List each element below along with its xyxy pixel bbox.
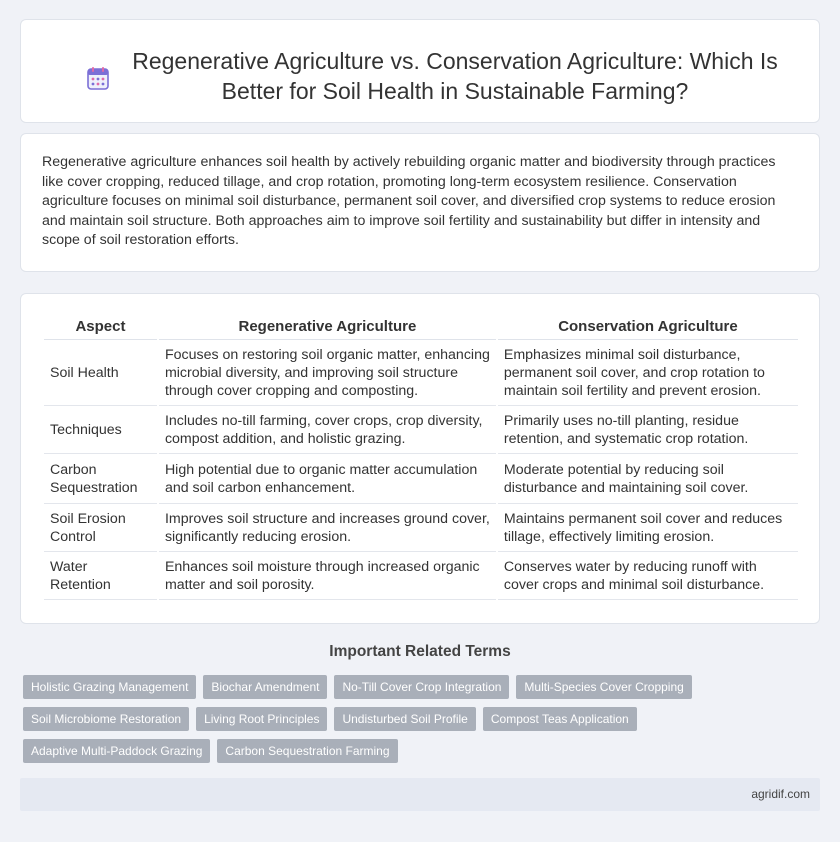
tag-undisturbed-soil-profile[interactable]: Undisturbed Soil Profile <box>334 707 475 731</box>
cell-conservation: Maintains permanent soil cover and reduces tillage, effectively limiting erosion. <box>498 504 798 552</box>
header-regenerative: Regenerative Agriculture <box>159 314 496 340</box>
tag-adaptive-multi-paddock-grazing[interactable]: Adaptive Multi-Paddock Grazing <box>23 739 210 763</box>
header-aspect: Aspect <box>44 314 157 340</box>
tag-soil-microbiome-restoration[interactable]: Soil Microbiome Restoration <box>23 707 189 731</box>
related-terms-list <box>23 675 813 771</box>
table-row <box>44 454 798 504</box>
cell-conservation: Moderate potential by reducing soil disturbance and maintaining soil cover. <box>498 454 798 504</box>
tag-biochar-amendment[interactable]: Biochar Amendment <box>203 675 327 699</box>
comparison-card <box>20 293 820 624</box>
comparison-table <box>42 314 800 600</box>
table-header-row <box>44 314 798 340</box>
title-card <box>20 19 820 123</box>
table-row <box>44 340 798 406</box>
cell-aspect: Carbon Sequestration <box>44 454 157 504</box>
cell-regenerative: High potential due to organic matter accumulation and soil carbon enhancement. <box>159 454 496 504</box>
footer <box>20 778 820 811</box>
intro-paragraph: Regenerative agriculture enhances soil health by actively rebuilding organic matter and biodiversity through practices like cover cropping, reduced tillage, and crop rotation, promoting long-term ecosystem resilience. Conservation agriculture focuses on minimal soil disturbance, permanent soil cover, and diversified crop systems to reduce erosion and maintain soil structure. Both approaches aim to improve soil fertility and sustainability but differ in intensity and scope of soil restoration efforts. <box>42 154 776 249</box>
tag-row <box>23 707 813 731</box>
table-row <box>44 406 798 454</box>
header-conservation: Conservation Agriculture <box>498 314 798 340</box>
cell-aspect: Soil Health <box>44 340 157 406</box>
tag-row <box>23 675 813 699</box>
tag-multi-species-cover-cropping[interactable]: Multi-Species Cover Cropping <box>516 675 691 699</box>
tag-holistic-grazing-management[interactable]: Holistic Grazing Management <box>23 675 196 699</box>
tag-row <box>23 739 813 763</box>
cell-regenerative: Enhances soil moisture through increased organic matter and soil porosity. <box>159 552 496 600</box>
cell-aspect: Techniques <box>44 406 157 454</box>
table-row <box>44 504 798 552</box>
cell-regenerative: Improves soil structure and increases ground cover, significantly reducing erosion. <box>159 504 496 552</box>
table-row <box>44 552 798 600</box>
tag-compost-teas-application[interactable]: Compost Teas Application <box>483 707 637 731</box>
intro-card <box>20 133 820 272</box>
tag-no-till-cover-crop-integration[interactable]: No-Till Cover Crop Integration <box>334 675 509 699</box>
tag-living-root-principles[interactable]: Living Root Principles <box>196 707 327 731</box>
cell-conservation: Emphasizes minimal soil disturbance, permanent soil cover, and crop rotation to maintain soil fertility and prevent erosion. <box>498 340 798 406</box>
related-terms-heading: Important Related Terms <box>329 643 511 660</box>
cell-aspect: Water Retention <box>44 552 157 600</box>
tag-carbon-sequestration-farming[interactable]: Carbon Sequestration Farming <box>217 739 397 763</box>
cell-aspect: Soil Erosion Control <box>44 504 157 552</box>
cell-conservation: Primarily uses no-till planting, residue retention, and systematic crop rotation. <box>498 406 798 454</box>
footer-site-link[interactable]: agridif.com <box>751 787 810 801</box>
cell-conservation: Conserves water by reducing runoff with cover crops and minimal soil disturbance. <box>498 552 798 600</box>
page-title: Regenerative Agriculture vs. Conservation Agriculture: Which Is Better for Soil Health in Sustainable Farming? <box>132 48 778 104</box>
cell-regenerative: Includes no-till farming, cover crops, crop diversity, compost addition, and holistic grazing. <box>159 406 496 454</box>
calendar-icon <box>85 66 111 92</box>
cell-regenerative: Focuses on restoring soil organic matter, enhancing microbial diversity, and improving soil structure through cover cropping and composting. <box>159 340 496 406</box>
